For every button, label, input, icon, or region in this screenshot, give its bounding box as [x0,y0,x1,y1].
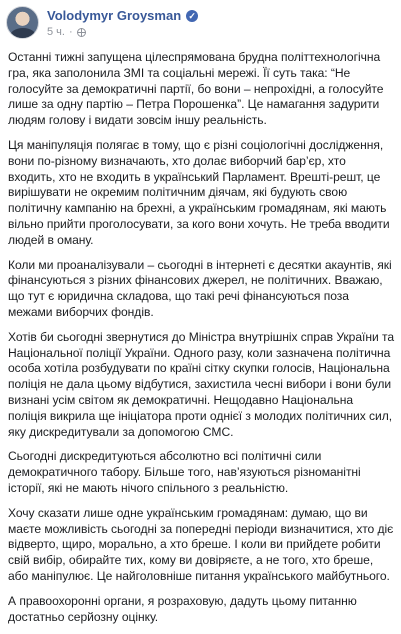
author-row [47,8,198,23]
post-paragraph: Коли ми проаналізували – сьогодні в інтернеті є десятки акаунтів, які фінансуються з різних фінансових джерел, не політичних. Вважаю, що тут є юридична складова, що такі речі фінансуються поза межами виборчих фондів. [8,257,392,319]
globe-icon[interactable] [77,28,86,37]
post-paragraph: Хочу сказати лише одне українським громадянам: думаю, що ви маєте можливість сьогодні за попередні періоди визначитися, хто діє відверто, щиро, морально, а хто бреше. І коли ви прийдете робити свій вибір, обирайте тих, кому ви довіряєте, а не того, хто бреше, або маніпулює. Це найголовніше питання українського майбутнього. [8,505,394,583]
avatar-figure [10,28,36,39]
post-timestamp-link[interactable]: 5 ч. [47,26,65,38]
post-paragraph: Останні тижні запущена цілеспрямована брудна політтехнологічна гра, яка заполонила ЗМІ та соціальні мережі. Її суть така: “Не голосуйте за демократичні партії, бо вони – непрохідні, а голосуйте лише за одну партію – Петра Порошенка”. Це намагання задурити людям голову і видати зовсім іншу реальність. [8,50,384,128]
post-paragraph: Ця маніпуляція полягає в тому, що є різні соціологічні дослідження, вони по-різному визначають, хто долає виборчий бар’єр, хто входить, хто не входить в український Парламент. Врешті-решт, це вирішувати не окремим політичним діячам, які будують свою політичну кампанію на брехні, а українським громадянам, які мають вільно прийти проголосувати, за кого вони хочуть. Не треба вводити людей в оману. [8,137,390,247]
author-name-link[interactable]: Volodymyr Groysman [47,8,182,23]
post-paragraph: Хотів би сьогодні звернутися до Міністра внутрішніх справ України та Національної поліції України. Одного разу, коли зазначена політична особа хотіла розбудувати по країні сітку скупки голосів, Національна поліція не дала цьому відбутися, захистила чесні вибори і вони були визнані усім світом як демократичні. Нещодавно Національна поліція викрила ще ініціатора проти однієї з молодих політичних сил, яку дискредитували за допомогою СМС. [8,329,395,439]
meta-separator: · [68,26,73,38]
post-meta [47,26,86,38]
post-body [8,50,394,634]
verified-badge-icon: ✓ [186,10,198,22]
author-avatar[interactable] [6,6,39,39]
post-paragraph: А правоохоронні органи, я розраховую, дадуть цьому питанню достатньо серйозну оцінку. [8,593,357,624]
post-header [6,6,396,44]
post-paragraph: Сьогодні дискредитуються абсолютно всі політичні сили демократичного табору. Більше того, нав’язуються різноманітні історії, які не мають нічого спільного з реальністю. [8,449,361,495]
